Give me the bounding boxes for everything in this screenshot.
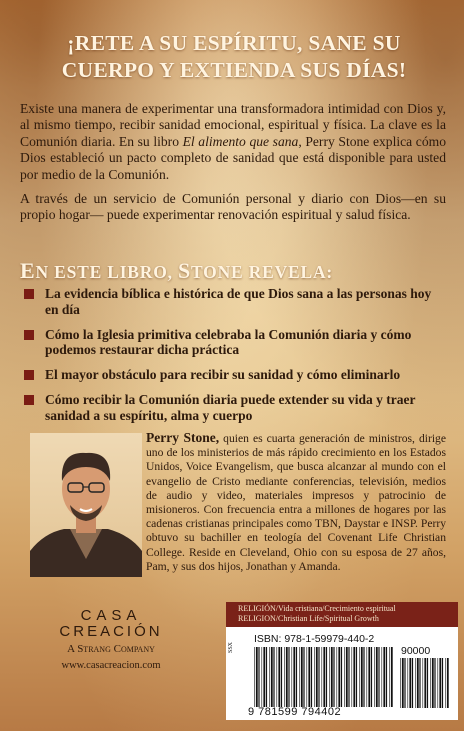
category-english: RELIGION/Christian Life/Spiritual Growth bbox=[238, 614, 379, 623]
category-label bbox=[226, 602, 458, 627]
headline-line-2: CUERPO Y EXTIENDA SUS DÍAS! bbox=[61, 58, 407, 82]
isbn-text: ISBN: 978-1-59979-440-2 bbox=[254, 633, 375, 645]
author-name: Perry Stone, bbox=[146, 430, 220, 445]
intro-text bbox=[20, 101, 446, 232]
price-barcode-icon bbox=[400, 658, 450, 708]
publisher-name-line-2: CREACIÓN bbox=[59, 623, 163, 640]
category-spanish: RELIGIÓN/Vida cristiana/Crecimiento espiritual bbox=[238, 604, 396, 613]
headline bbox=[20, 30, 448, 84]
publisher-logo bbox=[46, 608, 176, 671]
square-bullet-icon bbox=[24, 395, 34, 405]
square-bullet-icon bbox=[24, 370, 34, 380]
author-bio-text: quien es cuarta generación de ministros, dirige uno de los ministerios de más rápido crecimiento en los Estados Unidos, Voice Evangelism, que busca alcanzar al mundo con el evangelio de Cristo mediante conferencias, televisión, medios de audio y video, materiales impresos y patrocinio de misioneros. Con frecuencia entra a millones de hogares por las cadenas cristianas principales como TBN, Daystar e INSP. Perry obtuvo su bachiller en teología del Covenant Life Christian College. Reside en Cleveland, Ohio con su esposa de 27 años, Pam, y sus dos hijos, Jonathan y Amanda. bbox=[146, 432, 446, 573]
barcode-panel bbox=[226, 602, 458, 720]
headline-line-1: ¡RETE A SU ESPÍRITU, SANE SU bbox=[67, 31, 401, 55]
author-portrait-image bbox=[30, 433, 142, 577]
intro-paragraph-2: A través de un servicio de Comunión personal y diario con Dios—en su propio hogar— puede experimentar renovación espiritual y salud física. bbox=[20, 191, 446, 223]
intro-paragraph-1 bbox=[20, 101, 446, 183]
intro-p1-end: , Perry Stone explica cómo Dios estableció un pacto completo de sanidad que está disponible para usted por medio de la Comunión. bbox=[20, 133, 446, 182]
intro-p1-start: Existe una manera de experimentar una transformadora intimidad con Dios y, al mismo tiempo, recibir sanidad emocional, espiritual y física. La clave es la Comunión diaria. En su libro bbox=[20, 101, 446, 149]
publisher-name-line-1: CASA bbox=[80, 607, 142, 624]
revelations-list bbox=[20, 286, 446, 433]
list-item: Cómo la Iglesia primitiva celebraba la Comunión diaria y cómo podemos restaurar dicha práctica bbox=[20, 327, 446, 359]
vertical-code: SSX bbox=[228, 642, 234, 654]
square-bullet-icon bbox=[24, 330, 34, 340]
price-code: 90000 bbox=[401, 645, 431, 657]
list-item: La evidencia bíblica e histórica de que Dios sana a las personas hoy en día bbox=[20, 286, 446, 318]
author-bio bbox=[146, 431, 446, 574]
ean-number: 9 781599 794402 bbox=[248, 706, 342, 718]
square-bullet-icon bbox=[24, 289, 34, 299]
list-item: El mayor obstáculo para recibir su sanidad y cómo eliminarlo bbox=[20, 367, 446, 383]
section-title: EN ESTE LIBRO, STONE REVELA: bbox=[20, 258, 334, 283]
book-title: El alimento que sana bbox=[182, 133, 299, 149]
author-photo bbox=[30, 433, 142, 577]
ean-barcode-icon bbox=[254, 647, 394, 707]
list-item: Cómo recibir la Comunión diaria puede extender su vida y traer sanidad a su espíritu, alma y cuerpo bbox=[20, 392, 446, 424]
publisher-website: www.casacreacion.com bbox=[61, 660, 161, 671]
publisher-tagline: A Strang Company bbox=[67, 643, 155, 655]
